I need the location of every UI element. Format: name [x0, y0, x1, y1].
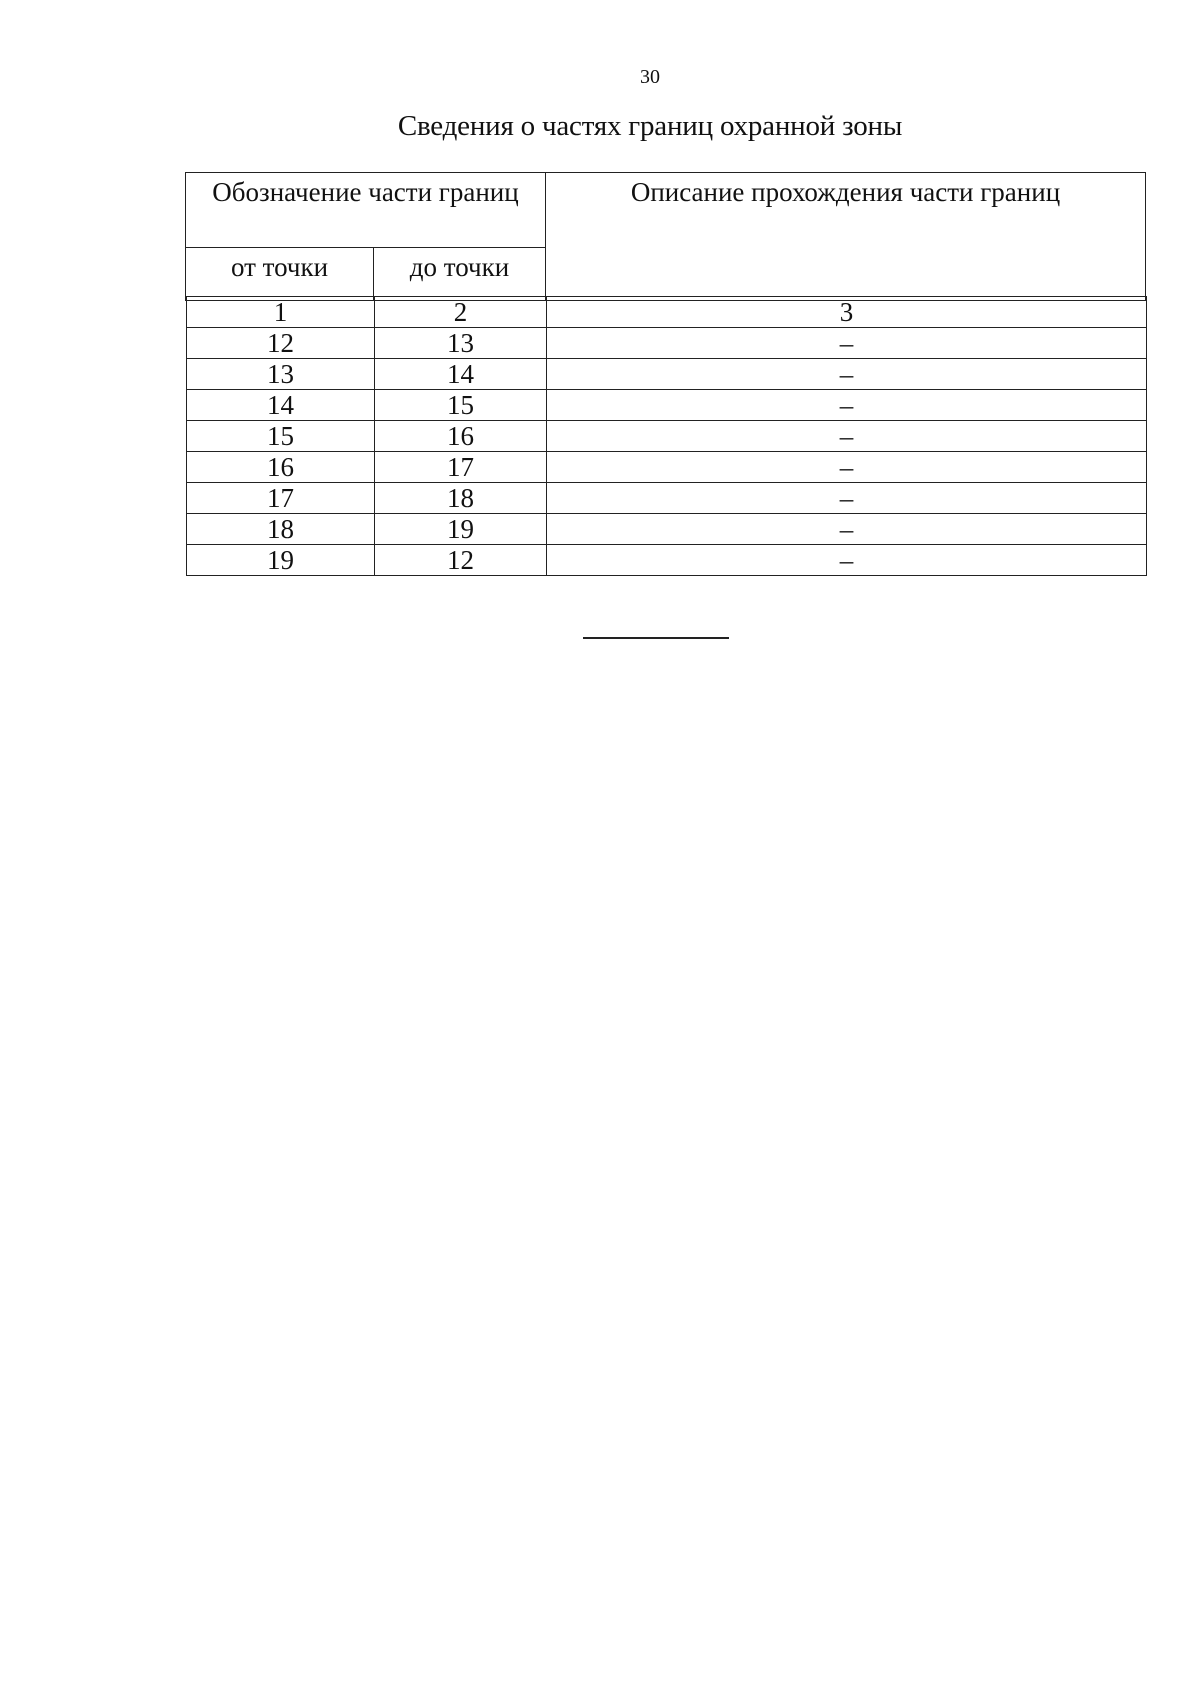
table-row [187, 514, 1147, 545]
from-point-cell: 15 [187, 421, 375, 452]
page-title: Сведения о частях границ охранной зоны [397, 110, 903, 142]
column-number-cell: 1 [187, 297, 375, 328]
description-cell: – [547, 545, 1147, 576]
from-point-cell: 14 [187, 390, 375, 421]
from-point-cell: 19 [187, 545, 375, 576]
table-row [187, 359, 1147, 390]
table-row [187, 390, 1147, 421]
from-point-cell: 17 [187, 483, 375, 514]
description-cell: – [547, 390, 1147, 421]
header-from-point: от точки [186, 248, 374, 301]
table-row [187, 452, 1147, 483]
description-cell: – [547, 359, 1147, 390]
page-number: 30 [640, 66, 660, 88]
header-designation: Обозначение части границ [186, 173, 546, 248]
from-point-cell: 16 [187, 452, 375, 483]
header-to-point: до точки [374, 248, 546, 301]
to-point-cell: 19 [375, 514, 547, 545]
to-point-cell: 17 [375, 452, 547, 483]
column-number-cell: 2 [375, 297, 547, 328]
description-cell: – [547, 328, 1147, 359]
to-point-cell: 13 [375, 328, 547, 359]
to-point-cell: 16 [375, 421, 547, 452]
from-point-cell: 12 [187, 328, 375, 359]
from-point-cell: 18 [187, 514, 375, 545]
closing-divider [583, 637, 729, 639]
to-point-cell: 18 [375, 483, 547, 514]
boundary-parts-table [186, 296, 1147, 576]
to-point-cell: 14 [375, 359, 547, 390]
table-row [187, 328, 1147, 359]
table-header [185, 172, 1146, 301]
description-cell: – [547, 421, 1147, 452]
column-number-cell: 3 [547, 297, 1147, 328]
from-point-cell: 13 [187, 359, 375, 390]
header-description: Описание прохождения части границ [546, 173, 1146, 301]
column-number-row [187, 297, 1147, 328]
description-cell: – [547, 483, 1147, 514]
table-row [187, 421, 1147, 452]
description-cell: – [547, 514, 1147, 545]
table-row [187, 483, 1147, 514]
to-point-cell: 15 [375, 390, 547, 421]
table-row [187, 545, 1147, 576]
to-point-cell: 12 [375, 545, 547, 576]
description-cell: – [547, 452, 1147, 483]
